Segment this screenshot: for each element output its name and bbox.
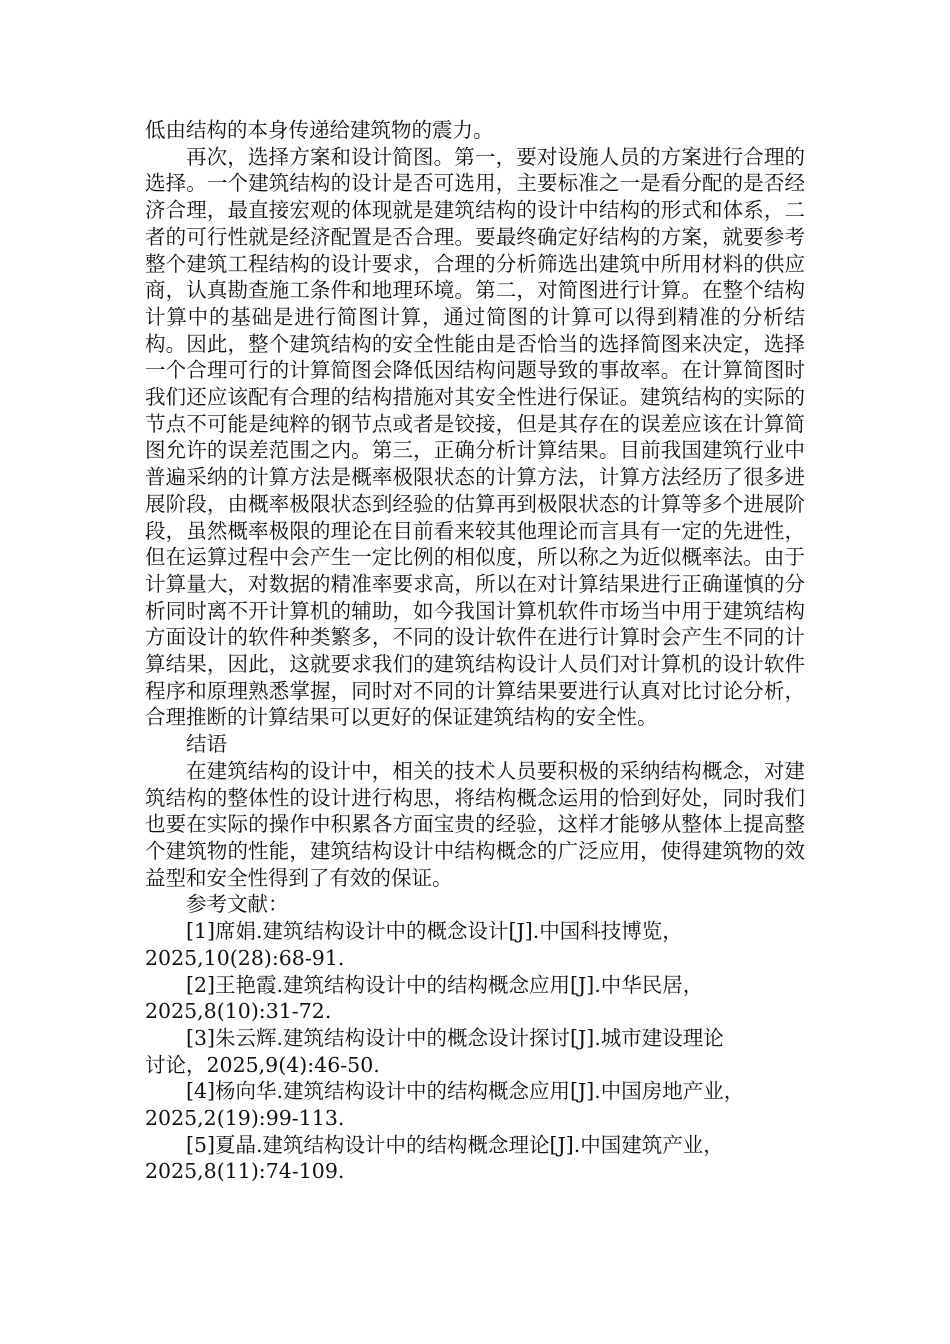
reference-line: [4]杨向华.建筑结构设计中的结构概念应用[J].中国房地产业， xyxy=(186,1079,745,1104)
document-page xyxy=(145,117,805,1185)
reference-line: 2025,8(10):31-72. xyxy=(145,999,332,1024)
conclusion-paragraph: 在建筑结构的设计中，相关的技术人员要积极的采纳结构概念，对建筑结构的整体性的设计进行构思，将结构概念运用的恰到好处，同时我们也要在实际的操作中积累各方面宝贵的经验，这样才能够从整体上提高整个建筑物的性能，建筑结构设计中结构概念的广泛应用，使得建筑物的效益型和安全性得到了有效的保证。 xyxy=(145,758,805,890)
reference-line: 2025,2(19):99-113. xyxy=(145,1106,345,1131)
reference-item xyxy=(145,972,805,1025)
reference-line: [2]王艳霞.建筑结构设计中的结构概念应用[J].中华民居， xyxy=(186,972,704,997)
reference-line: 2025,10(28):68-91. xyxy=(145,945,345,970)
reference-item xyxy=(145,918,805,971)
conclusion-heading: 结语 xyxy=(186,732,227,757)
references-heading: 参考文献： xyxy=(186,892,289,917)
reference-item xyxy=(145,1078,805,1131)
reference-line: [3]朱云辉.建筑结构设计中的概念设计探讨[J].城市建设理论 xyxy=(186,1025,724,1050)
reference-line: 讨论，2025,9(4):46-50. xyxy=(145,1052,380,1077)
reference-line: 2025,8(11):74-109. xyxy=(145,1159,345,1184)
reference-item xyxy=(145,1132,805,1185)
reference-item xyxy=(145,1025,805,1078)
reference-line: [5]夏晶.建筑结构设计中的结构概念理论[J].中国建筑产业， xyxy=(186,1132,724,1157)
continuation-paragraph: 低由结构的本身传递给建筑物的震力。 xyxy=(145,118,494,142)
reference-line: [1]席娟.建筑结构设计中的概念设计[J].中国科技博览， xyxy=(186,919,683,944)
design-paragraph: 再次，选择方案和设计简图。第一，要对设施人员的方案进行合理的选择。一个建筑结构的设计是否可选用，主要标准之一是看分配的是否经济合理，最直接宏观的体现就是建筑结构的设计中结构的形式和体系，二者的可行性就是经济配置是否合理。要最终确定好结构的方案，就要参考整个建筑工程结构的设计要求，合理的分析筛选出建筑中所用材料的供应商，认真勘查施工条件和地理环境。第二，对简图进行计算。在整个结构计算中的基础是进行简图计算，通过简图的计算可以得到精准的分析结构。因此，整个建筑结构的安全性能由是否恰当的选择简图来决定，选择一个合理可行的计算简图会降低因结构问题导致的事故率。在计算简图时我们还应该配有合理的结构措施对其安全性进行保证。建筑结构的实际的节点不可能是纯粹的钢节点或者是铰接，但是其存在的误差应该在计算简图允许的误差范围之内。第三，正确分析计算结果。目前我国建筑行业中普遍采纳的计算方法是概率极限状态的计算方法，计算方法经历了很多进展阶段，由概率极限状态到经验的估算再到极限状态的计算等多个进展阶段，虽然概率极限的理论在目前看来较其他理论而言具有一定的先进性，但在运算过程中会产生一定比例的相似度，所以称之为近似概率法。由于计算量大，对数据的精准率要求高，所以在对计算结果进行正确谨慎的分析同时离不开计算机的辅助，如今我国计算机软件市场当中用于建筑结构方面设计的软件种类繁多，不同的设计软件在进行计算时会产生不同的计算结果，因此，这就要求我们的建筑结构设计人员们对计算机的设计软件程序和原理熟悉掌握，同时对不同的计算结果要进行认真对比讨论分析，合理推断的计算结果可以更好的保证建筑结构的安全性。 xyxy=(145,144,805,730)
reference-list xyxy=(145,918,805,1185)
